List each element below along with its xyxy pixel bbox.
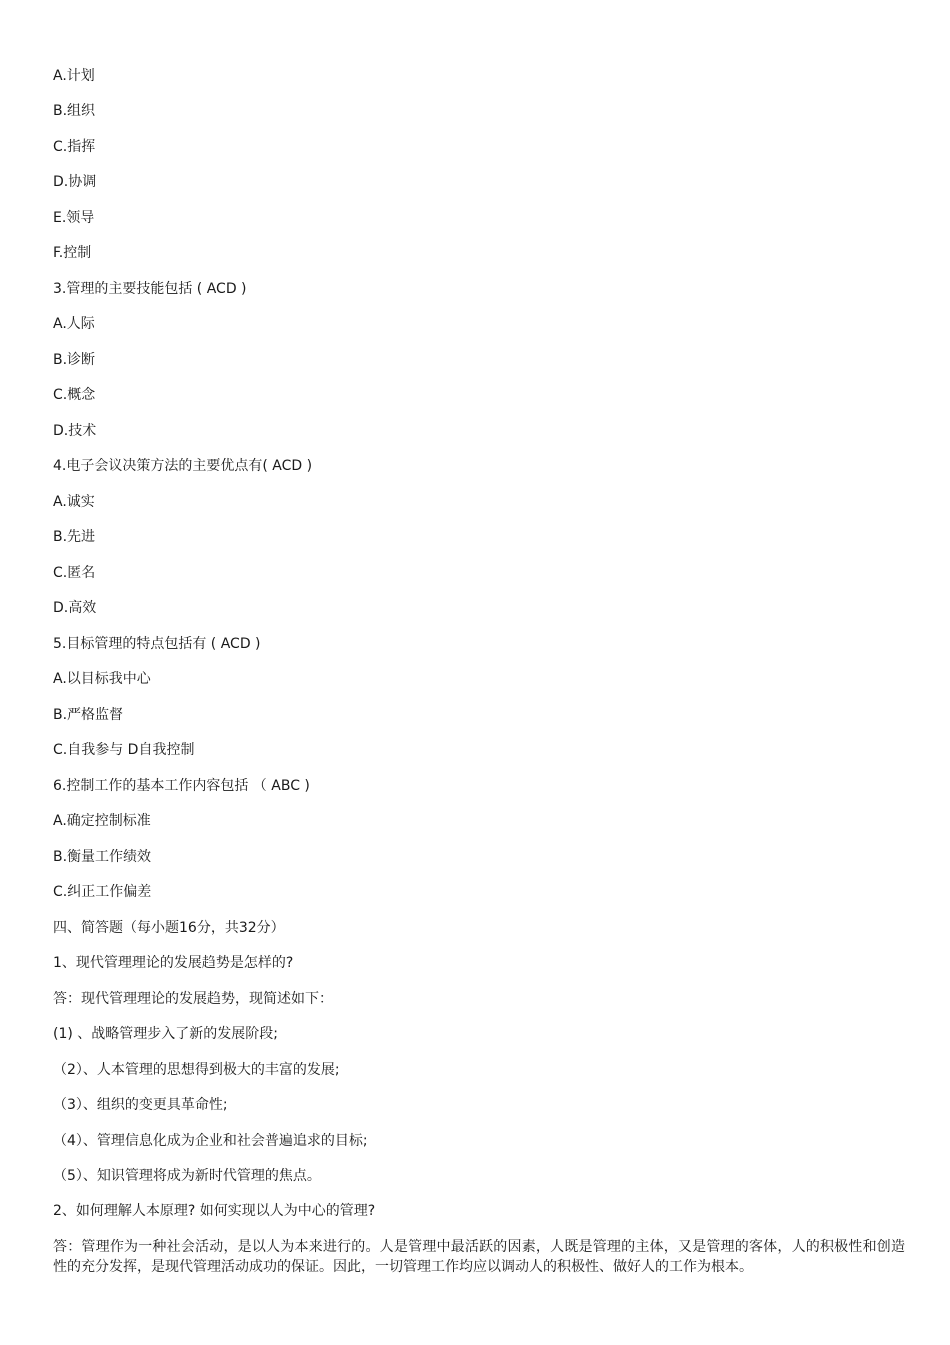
- option-b-organize: B.组织: [53, 103, 96, 119]
- q3-option-b: B.诊断: [53, 352, 96, 368]
- q6-option-a: A.确定控制标准: [53, 813, 151, 829]
- question-5: 5.目标管理的特点包括有 ( ACD ): [53, 636, 261, 652]
- option-c-command: C.指挥: [53, 139, 96, 155]
- answer-1-point-4: （4）、管理信息化成为企业和社会普遍追求的目标;: [53, 1133, 368, 1149]
- option-f-control: F.控制: [53, 245, 92, 261]
- question-3: 3.管理的主要技能包括 ( ACD ): [53, 281, 247, 297]
- answer-1-point-3: （3）、组织的变更具革命性;: [53, 1097, 228, 1113]
- short-question-2: 2、如何理解人本原理? 如何实现以人为中心的管理?: [53, 1203, 376, 1219]
- answer-1-point-2: （2）、人本管理的思想得到极大的丰富的发展;: [53, 1062, 340, 1078]
- q6-option-b: B.衡量工作绩效: [53, 849, 152, 865]
- section-heading: 四、简答题（每小题16分，共32分）: [53, 920, 285, 936]
- q6-option-c: C.纠正工作偏差: [53, 884, 152, 900]
- q5-option-b: B.严格监督: [53, 707, 124, 723]
- q4-option-d: D.高效: [53, 600, 97, 616]
- q4-option-c: C.匿名: [53, 565, 96, 581]
- q3-option-c: C.概念: [53, 387, 96, 403]
- q4-option-a: A.诚实: [53, 494, 95, 510]
- answer-1-point-1: (1) 、战略管理步入了新的发展阶段;: [53, 1026, 278, 1042]
- q5-option-a: A.以目标我中心: [53, 671, 151, 687]
- option-e-lead: E.领导: [53, 210, 95, 226]
- answer-1-intro: 答：现代管理理论的发展趋势，现简述如下：: [53, 991, 333, 1007]
- option-d-coordinate: D.协调: [53, 174, 97, 190]
- q3-option-a: A.人际: [53, 316, 95, 332]
- short-question-1: 1、现代管理理论的发展趋势是怎样的?: [53, 955, 294, 971]
- q4-option-b: B.先进: [53, 529, 96, 545]
- question-6: 6.控制工作的基本工作内容包括 （ ABC ): [53, 778, 310, 794]
- option-a-plan: A.计划: [53, 68, 95, 84]
- q5-option-c-d: C.自我参与 D自我控制: [53, 742, 195, 758]
- q3-option-d: D.技术: [53, 423, 97, 439]
- answer-2-paragraph: 答：管理作为一种社会活动，是以人为本来进行的。人是管理中最活跃的因素，人既是管理的主体，又是管理的客体，人的积极性和创造性的充分发挥，是现代管理活动成功的保证。因此，一切管理工作均应以调动人的积极性、做好人的工作为根本。: [53, 1239, 905, 1275]
- answer-1-point-5: （5）、知识管理将成为新时代管理的焦点。: [53, 1168, 321, 1184]
- question-4: 4.电子会议决策方法的主要优点有( ACD ): [53, 458, 313, 474]
